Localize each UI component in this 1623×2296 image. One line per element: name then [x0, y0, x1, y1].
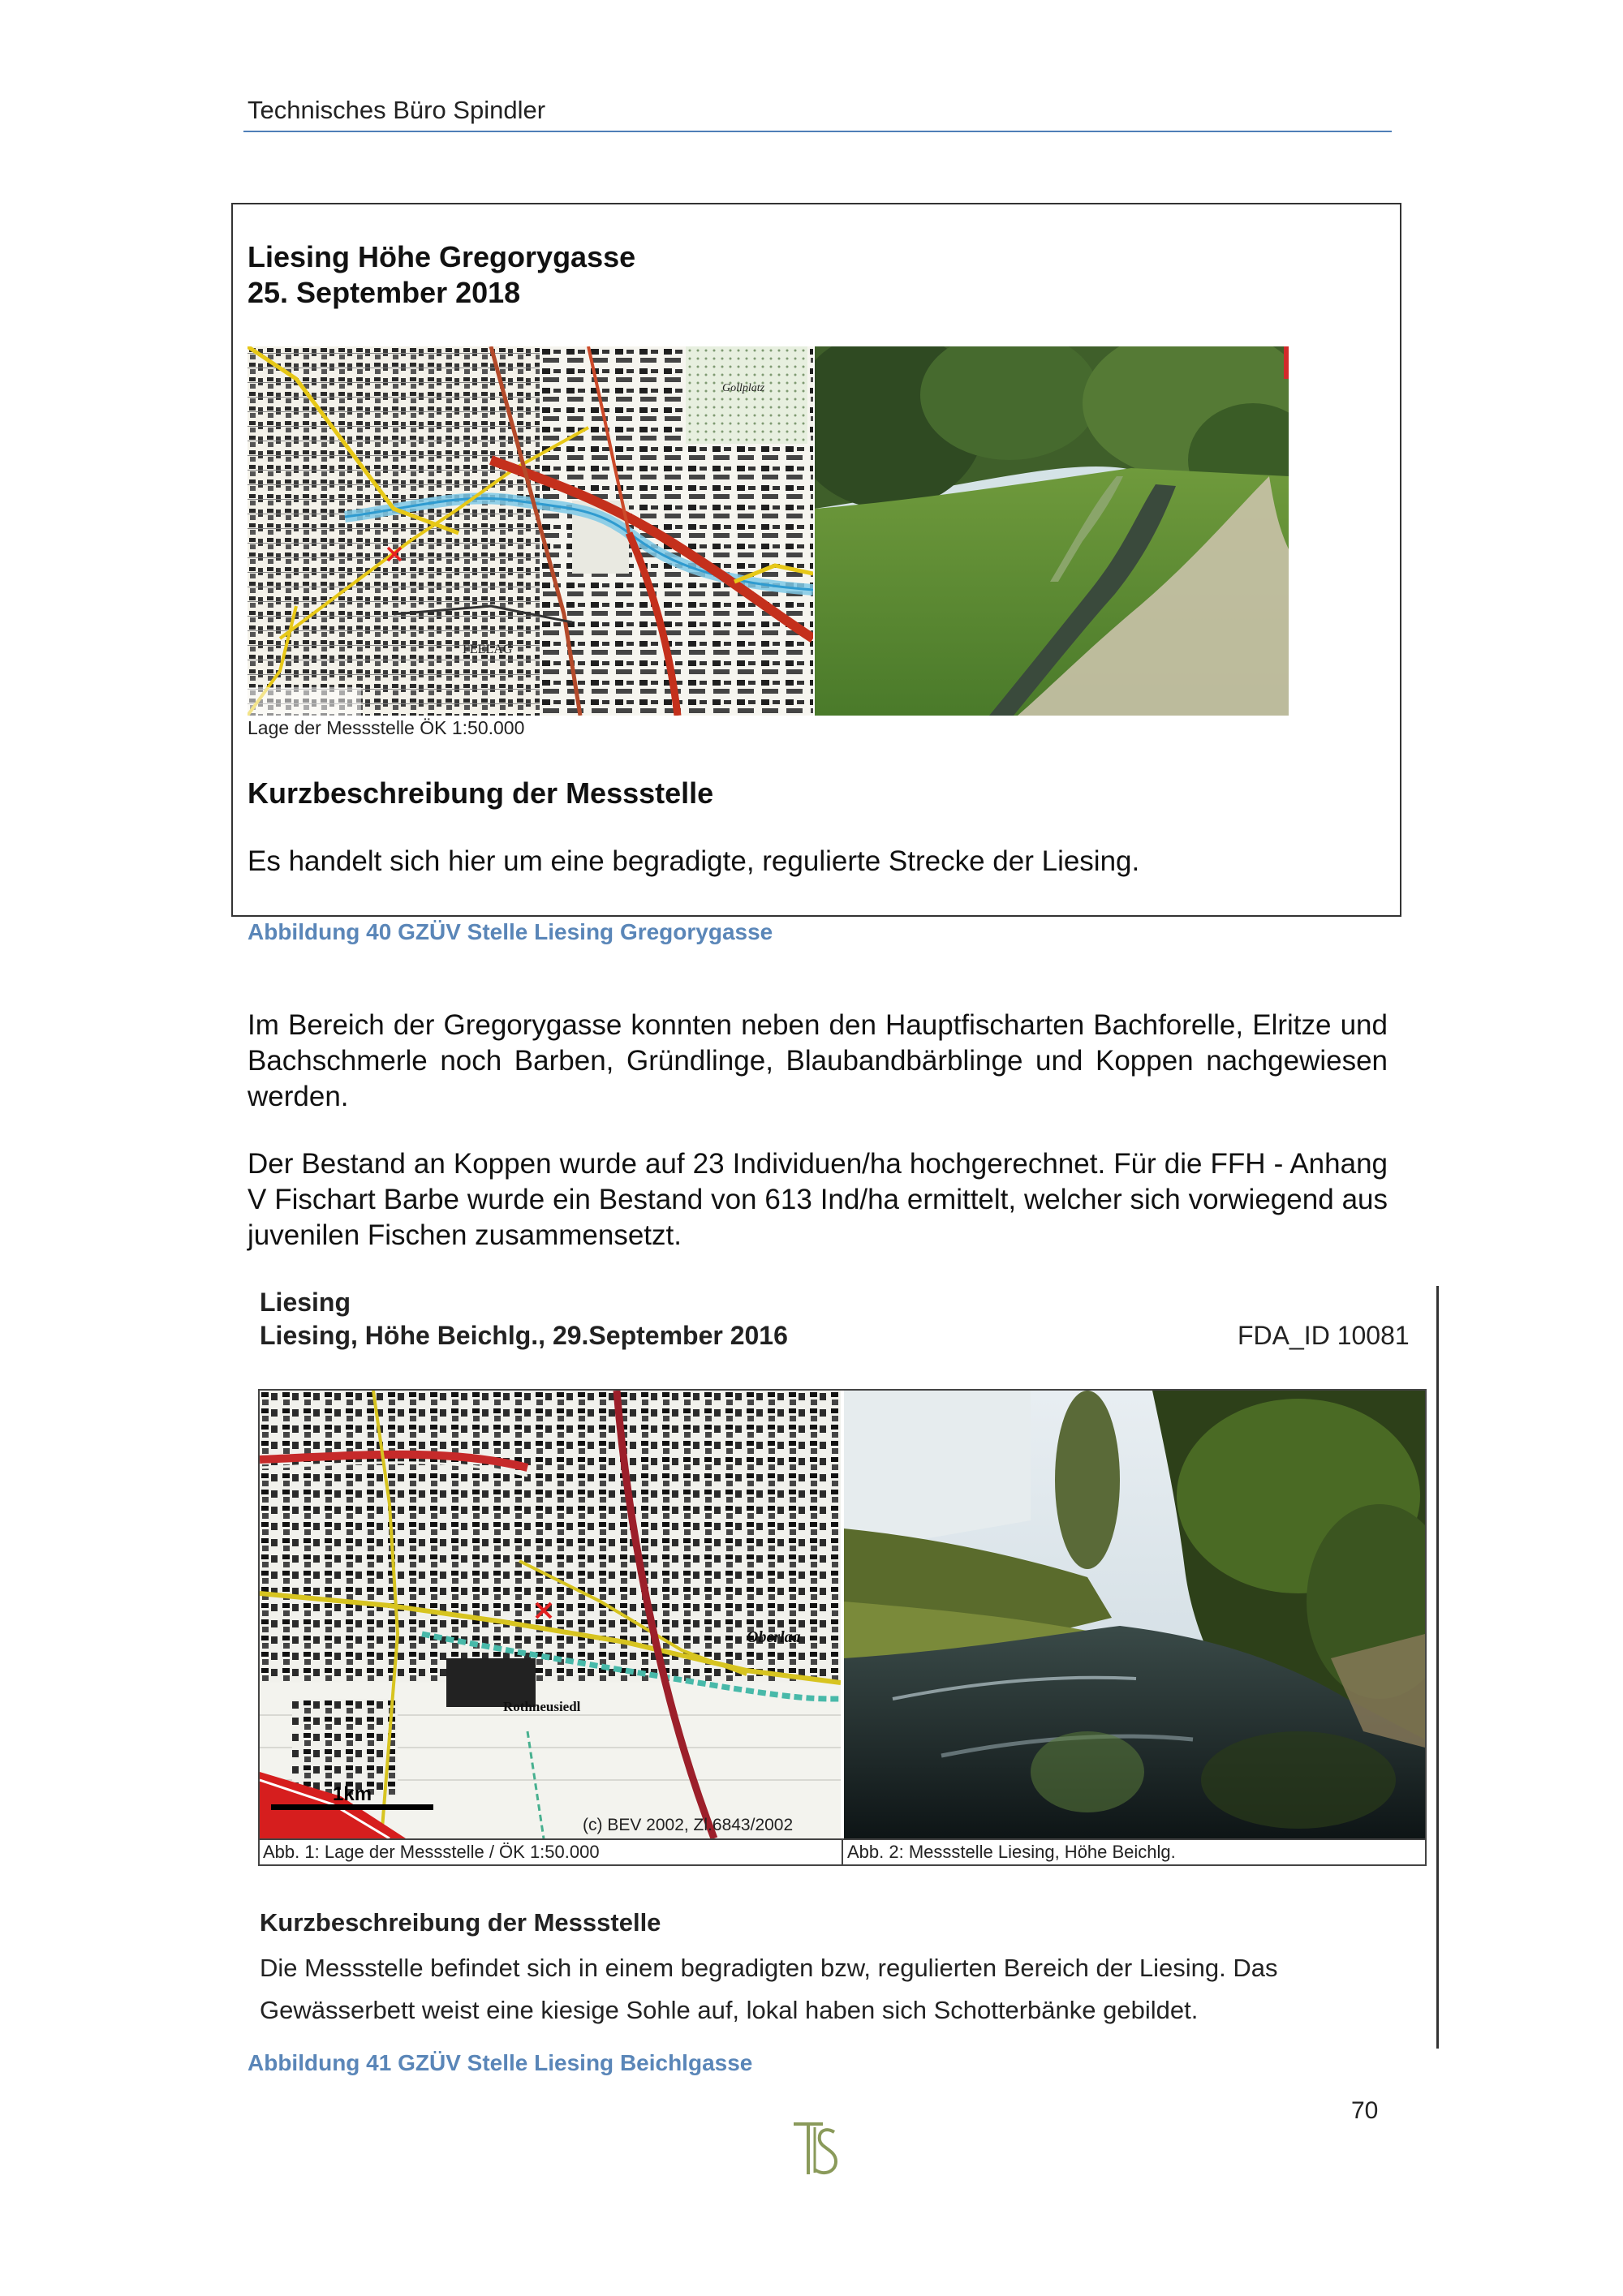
site2-map-caption: Abb. 1: Lage der Messstelle / ÖK 1:50.000: [263, 1842, 600, 1862]
site1-topographic-map: [248, 346, 813, 716]
site2-description-heading: Kurzbeschreibung der Messstelle: [260, 1908, 661, 1937]
site1-map-label-feelag: FEELAG: [463, 643, 513, 656]
caption-divider-vertical: [842, 1840, 843, 1864]
inset-right-border: [1436, 1286, 1439, 2049]
body-paragraph-2: Der Bestand an Koppen wurde auf 23 Individuen/ha hochgerechnet. Für die FFH - Anhang V Fischart Barbe wurde ein Bestand von 613 Ind/ha ermittelt, welcher sich vorwiegend aus juvenilen Fischen zusammensetzt.: [248, 1148, 1388, 1251]
site1-map-caption: Lage der Messstelle ÖK 1:50.000: [248, 717, 525, 738]
site1-river-photo: [815, 346, 1289, 716]
map-copyright: (c) BEV 2002, Zl.6843/2002: [583, 1816, 794, 1834]
site2-map-label-rothneusiedl: Rothneusiedl: [503, 1699, 581, 1714]
site2-river-photo: [844, 1391, 1425, 1838]
body-paragraph-1: Im Bereich der Gregorygasse konnten neben den Hauptfischarten Bachforelle, Elritze und Bachschmerle noch Barben, Gründlinge, Blaubandbärblinge und Koppen nachgewiesen werden.: [248, 1009, 1388, 1112]
map-scale-label: 1km: [333, 1783, 372, 1805]
site2-topographic-map: [260, 1391, 841, 1838]
site2-river-name: Liesing: [260, 1288, 351, 1317]
site1-title-line1: Liesing Höhe Gregorygasse: [248, 240, 636, 273]
site1-map-label-gollplatz: Gollplatz: [722, 382, 765, 394]
site2-photo-caption: Abb. 2: Messstelle Liesing, Höhe Beichlg.: [847, 1842, 1176, 1862]
site1-description-heading: Kurzbeschreibung der Messstelle: [248, 776, 714, 810]
map-scale-bar: [271, 1804, 433, 1810]
header-company-name: Technisches Büro Spindler: [248, 96, 546, 124]
site2-fda-id: FDA_ID 10081: [1238, 1321, 1410, 1350]
header-divider: [243, 131, 1392, 132]
figure-41-caption: Abbildung 41 GZÜV Stelle Liesing Beichlgasse: [248, 2050, 753, 2075]
page-number: 70: [1351, 2097, 1379, 2124]
site2-map-label-oberlaa: Oberlaa: [747, 1628, 801, 1646]
site1-description: Es handelt sich hier um eine begradigte, regulierte Strecke der Liesing.: [248, 845, 1140, 877]
site1-title-line2: 25. September 2018: [248, 276, 521, 309]
figure-40-caption: Abbildung 40 GZÜV Stelle Liesing Gregorygasse: [248, 919, 773, 944]
site2-title: Liesing, Höhe Beichlg., 29.September 2016: [260, 1321, 788, 1350]
ts-logo: [790, 2119, 841, 2179]
site2-description: Die Messstelle befindet sich in einem begradigten bzw, regulierten Bereich der Liesing. Das Gewässerbett weist eine kiesige Sohle auf, lokal haben sich Schotterbänke gebildet.: [260, 1954, 1278, 2024]
site1-title: [248, 239, 635, 311]
